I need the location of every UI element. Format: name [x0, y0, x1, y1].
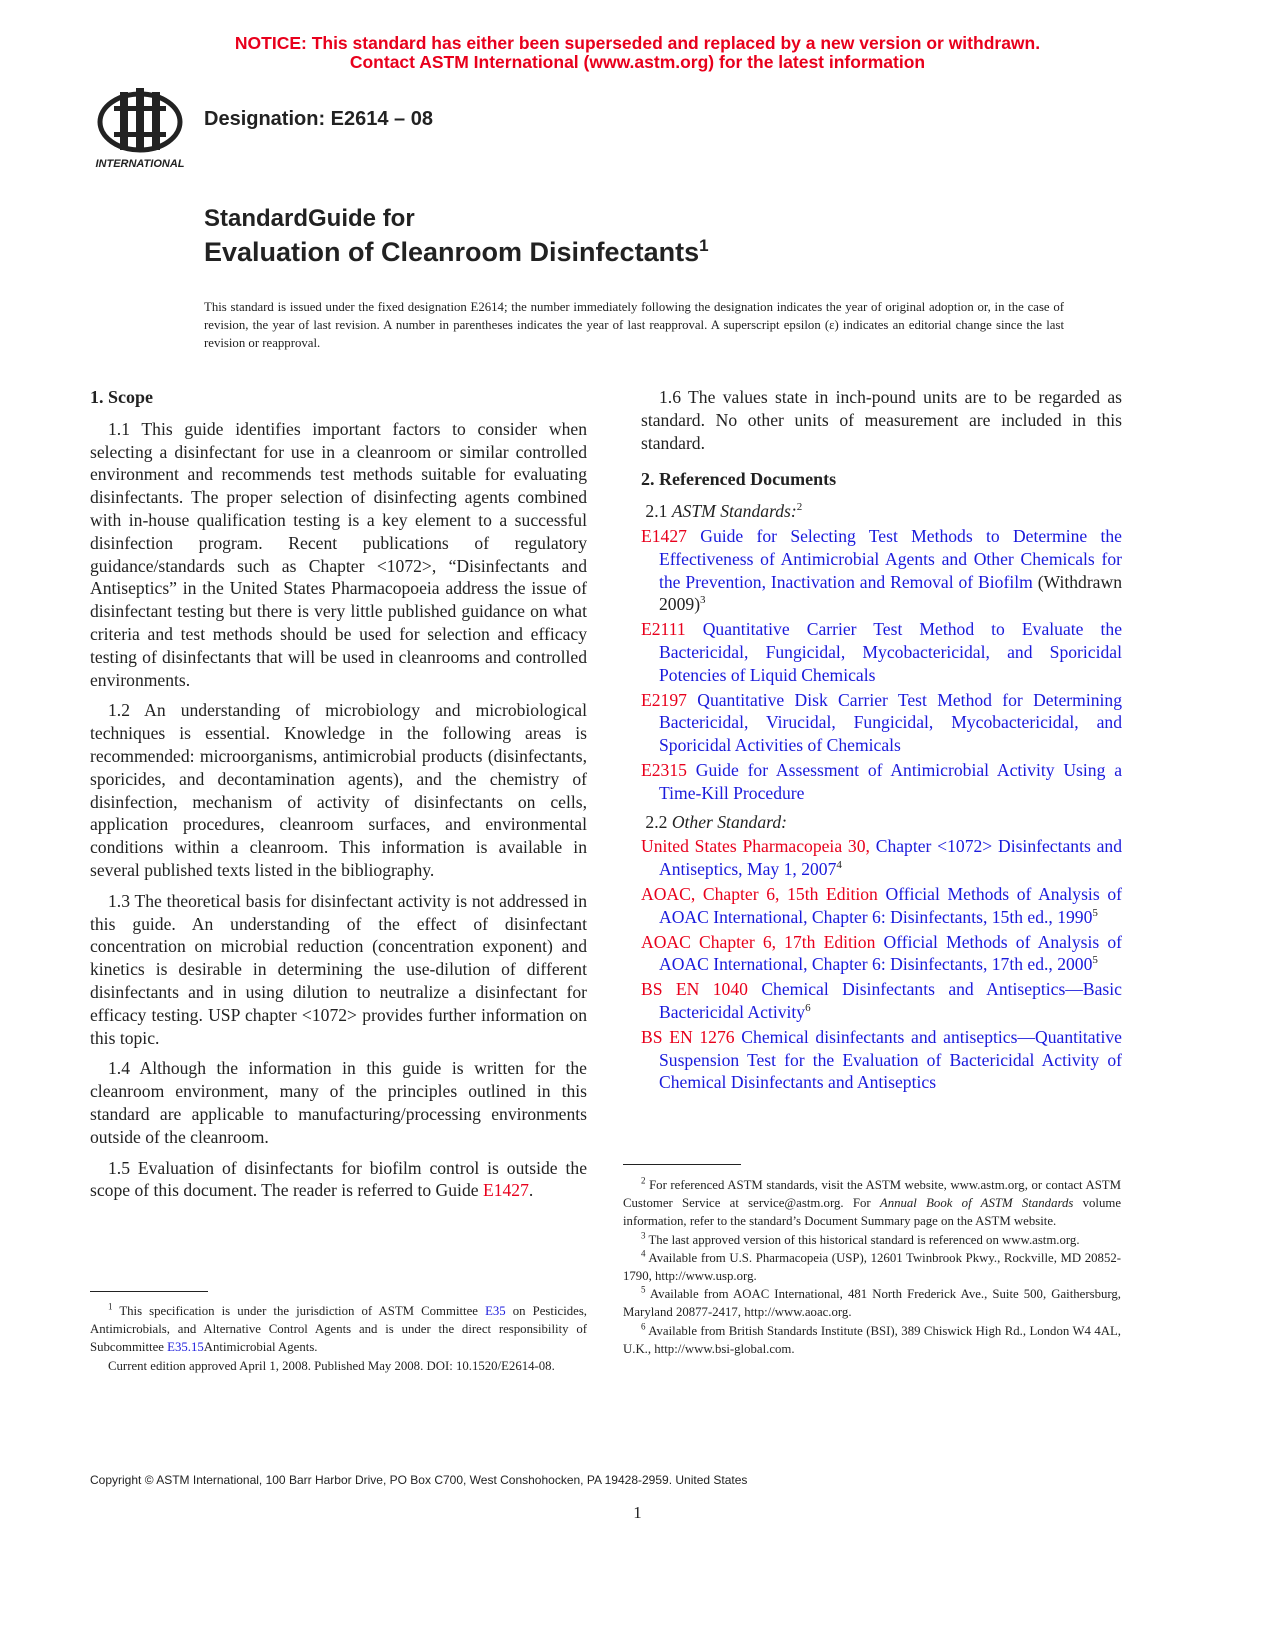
- other-ref-title-link[interactable]: Chemical disinfectants and antiseptics—Quantitative Suspension Test for the Evaluation of Bactericidal Activity of Chemical Disinfectants and Antiseptics: [659, 1026, 1122, 1093]
- footnote-5: [623, 1285, 1121, 1321]
- fn2-text-b: volume information, refer to the standard’s Document Summary page on the ASTM website.: [623, 1196, 1122, 1229]
- title-line-2: Evaluation of Cleanroom Disinfectants: [204, 237, 700, 267]
- title-footnote-marker: 1: [699, 236, 709, 255]
- footnote-2: [623, 1176, 1121, 1231]
- para-1-5-end: .: [528, 1180, 534, 1201]
- fn1-marker: 1: [108, 1301, 113, 1312]
- other-ref-footnote-marker: 6: [805, 1002, 811, 1015]
- astm-ref-item: [641, 618, 1122, 686]
- fn5-text: Available from AOAC International, 481 North Frederick Ave., Suite 500, Gaithersburg, Maryland 20877-2417, http://www.aoac.org.: [623, 1287, 1121, 1320]
- footnote-1-edition: Current edition approved April 1, 2008. Published May 2008. DOI: 10.1520/E2614-08.: [108, 1358, 555, 1373]
- other-ref-title-link[interactable]: Official Methods of Analysis of AOAC International, Chapter 6: Disinfectants, 15th ed., 1990: [659, 883, 1122, 927]
- astm-ref-code-link[interactable]: E2315: [641, 759, 687, 780]
- fn4-marker: 4: [641, 1248, 646, 1259]
- fn2-marker: 2: [641, 1175, 646, 1186]
- fn6-marker: 6: [641, 1321, 646, 1332]
- other-label: Other Standard:: [671, 811, 787, 832]
- copyright: Copyright © ASTM International, 100 Barr Harbor Drive, PO Box C700, West Conshohocken, PA 19428-2959. United States: [90, 1473, 748, 1487]
- astm-ref-item: [641, 759, 1122, 805]
- fn1-text-b: on Pesticides, Antimicrobials, and Alternative Control Agents and is under the direct responsibility of Subcommittee: [90, 1304, 588, 1355]
- astm-label: ASTM Standards:: [671, 501, 797, 522]
- footnotes-left: [90, 1302, 587, 1375]
- link-e35-15[interactable]: E35.15: [167, 1340, 204, 1355]
- other-ref-title-link[interactable]: Official Methods of Analysis of AOAC International, Chapter 6: Disinfectants, 17th ed., 2000: [659, 931, 1122, 975]
- section-referenced-heading: 2. Referenced Documents: [641, 469, 837, 490]
- right-column: [641, 386, 1122, 1096]
- other-standard-label: [641, 811, 1122, 834]
- other-ref-code-link[interactable]: United States Pharmacopeia 30,: [641, 836, 870, 857]
- other-ref-item: [641, 835, 1122, 881]
- other-ref-footnote-marker: 5: [1092, 954, 1098, 967]
- para-1-3: 1.3 The theoretical basis for disinfectant activity is not addressed in this guide. An understanding of the effect of disinfectant concentration on microbial reduction (concentration exponent) and kinetics is desirable in determining the use-dilution of different disinfectants and in using dilution to neutralize a disinfectant for efficacy testing. USP chapter <1072> provides further information on this topic.: [90, 890, 587, 1048]
- logo-text: INTERNATIONAL: [95, 158, 185, 170]
- astm-ref-item: [641, 525, 1122, 616]
- footnote-rule-right: [623, 1164, 741, 1165]
- astm-ref-code-link[interactable]: E2197: [641, 689, 687, 710]
- notice-line-2: Contact ASTM International (www.astm.org) for the latest information: [349, 52, 926, 72]
- other-ref-title-link[interactable]: Chemical Disinfectants and Antiseptics—Basic Bactericidal Activity: [659, 979, 1122, 1022]
- designation: Designation: E2614 – 08: [204, 108, 433, 130]
- astm-ref-item: [641, 689, 1122, 757]
- other-ref-code-link[interactable]: BS EN 1276: [641, 1026, 735, 1047]
- astm-ref-title-link[interactable]: Guide for Assessment of Antimicrobial Activity Using a Time-Kill Procedure: [659, 759, 1123, 803]
- link-e1427[interactable]: E1427: [482, 1180, 529, 1201]
- para-1-4: 1.4 Although the information in this guide is written for the cleanroom environment, many of the principles outlined in this standard are applicable to manufacturing/processing environments outside of the cleanroom.: [90, 1058, 587, 1147]
- other-ref-item: [641, 883, 1122, 929]
- para-1-5-text: 1.5 Evaluation of disinfectants for biofilm control is outside the scope of this document. The reader is referred to Guide: [90, 1157, 587, 1201]
- astm-ref-title-link[interactable]: Quantitative Carrier Test Method to Evaluate the Bactericidal, Fungicidal, Mycobactericidal, and Sporicidal Potencies of Liquid Chemicals: [659, 619, 1122, 685]
- other-ref-code-link[interactable]: AOAC, Chapter 6, 15th Edition: [641, 883, 878, 904]
- para-1-1: 1.1 This guide identifies important factors to consider when selecting a disinfectant for use in a cleanroom or similar controlled environment and recommends test methods suitable for evaluating disinfectants. The proper selection of disinfecting agents combined with in-house qualification testing is a key element to a successful disinfection program. Recent publications of regulatory guidance/standards such as Chapter <1072>, “Disinfectants and Antiseptics” in the United States Pharmacopoeia address the issue of disinfectant testing but there is very little published guidance on what criteria and test methods should be used for selection and efficacy testing of disinfectants that will be used in cleanrooms and controlled environments.: [90, 418, 587, 690]
- fn3-marker: 3: [641, 1230, 646, 1241]
- page-number: 1: [633, 1503, 642, 1522]
- fn2-text-a: For referenced ASTM standards, visit the ASTM website, www.astm.org, or contact ASTM Customer Service at service@astm.org. For: [623, 1178, 1122, 1211]
- other-ref-footnote-marker: 4: [836, 859, 842, 872]
- footnotes-right: [623, 1176, 1121, 1358]
- fn4-text: Available from U.S. Pharmacopeia (USP), 12601 Twinbrook Pkwy., Rockville, MD 20852-1790, http://www.usp.org.: [623, 1250, 1121, 1284]
- astm-reference-list: [641, 525, 1122, 805]
- footnote-6: [623, 1322, 1121, 1358]
- fn1-text-a: This specification is under the jurisdiction of ASTM Committee: [119, 1304, 478, 1318]
- footnote-3: [623, 1231, 1121, 1249]
- astm-logo-icon: [90, 86, 190, 170]
- page-title: [204, 237, 709, 268]
- para-1-2: 1.2 An understanding of microbiology and microbiological techniques is essential. Knowledge in the following areas is recommended: microorganisms, antimicrobial products (disinfectants, sporicides, and decontamination agents), and the chemistry of disinfection, mechanism of activity of disinfectants on cells, application procedures, cleanroom surfaces, and environmental conditions within a cleanroom. This information is available in several published texts listed in the bibliography.: [90, 700, 587, 880]
- astm-standards-label: [641, 500, 1122, 523]
- para-1-5: [90, 1157, 587, 1203]
- other-ref-code-link[interactable]: AOAC Chapter 6, 17th Edition: [641, 931, 876, 952]
- astm-ref-code-link[interactable]: E1427: [641, 525, 687, 546]
- astm-ref-title-link[interactable]: Quantitative Disk Carrier Test Method for Determining Bactericidal, Virucidal, Fungicidal, Mycobactericidal, and Sporicidal Activities of Chemicals: [659, 689, 1122, 756]
- link-e35[interactable]: E35: [485, 1304, 506, 1318]
- other-ref-item: [641, 978, 1122, 1024]
- left-column: [90, 386, 587, 1210]
- other-ref-title-link[interactable]: Chapter <1072> Disinfectants and Antiseptics, May 1, 2007: [659, 836, 1123, 880]
- issued-note: This standard is issued under the fixed designation E2614; the number immediately following the designation indicates the year of original adoption or, in the case of revision, the year of last revision. A number in parentheses indicates the year of last reapproval. A superscript epsilon (ε) indicates an editorial change since the last revision or reapproval.: [204, 300, 1064, 351]
- astm-ref-footnote-marker: 3: [700, 594, 706, 607]
- other-ref-code-link[interactable]: BS EN 1040: [641, 979, 748, 1000]
- astm-ref-status: (Withdrawn 2009): [659, 571, 1122, 615]
- astm-ref-code-link[interactable]: E2111: [641, 619, 686, 640]
- other-label-num: 2.2: [645, 811, 668, 832]
- title-line-1: StandardGuide for: [204, 205, 415, 232]
- section-scope-heading: 1. Scope: [90, 387, 153, 407]
- footnote-rule-left: [90, 1291, 208, 1292]
- para-1-6: 1.6 The values state in inch-pound units are to be regarded as standard. No other units of measurement are included in this standard.: [641, 387, 1122, 453]
- other-reference-list: [641, 835, 1122, 1094]
- other-ref-item: [641, 1026, 1122, 1094]
- astm-label-sup: 2: [796, 501, 803, 514]
- fn6-text: Available from British Standards Institute (BSI), 389 Chiswick High Rd., London W4 4AL, U.K., http://www.bsi-global.com.: [623, 1323, 1121, 1356]
- fn1-text-c: Antimicrobial Agents.: [203, 1340, 318, 1355]
- footnote-1: [90, 1302, 587, 1357]
- other-ref-item: [641, 931, 1122, 977]
- fn5-marker: 5: [641, 1284, 646, 1295]
- astm-ref-title-link[interactable]: Guide for Selecting Test Methods to Determine the Effectiveness of Antimicrobial Agents and Other Chemicals for the Prevention, Inactivation and Removal of Biofilm: [659, 525, 1122, 592]
- astm-label-num: 2.1: [645, 501, 668, 522]
- superseded-notice: [0, 34, 1275, 72]
- notice-line-1: NOTICE: This standard has either been superseded and replaced by a new version or withdrawn.: [234, 33, 1041, 53]
- fn2-italic: Annual Book of ASTM Standards: [879, 1196, 1074, 1211]
- other-ref-footnote-marker: 5: [1092, 906, 1098, 919]
- fn3-text: The last approved version of this historical standard is referenced on www.astm.org.: [648, 1232, 1080, 1247]
- footnote-4: [623, 1249, 1121, 1285]
- astm-logo: [90, 86, 190, 170]
